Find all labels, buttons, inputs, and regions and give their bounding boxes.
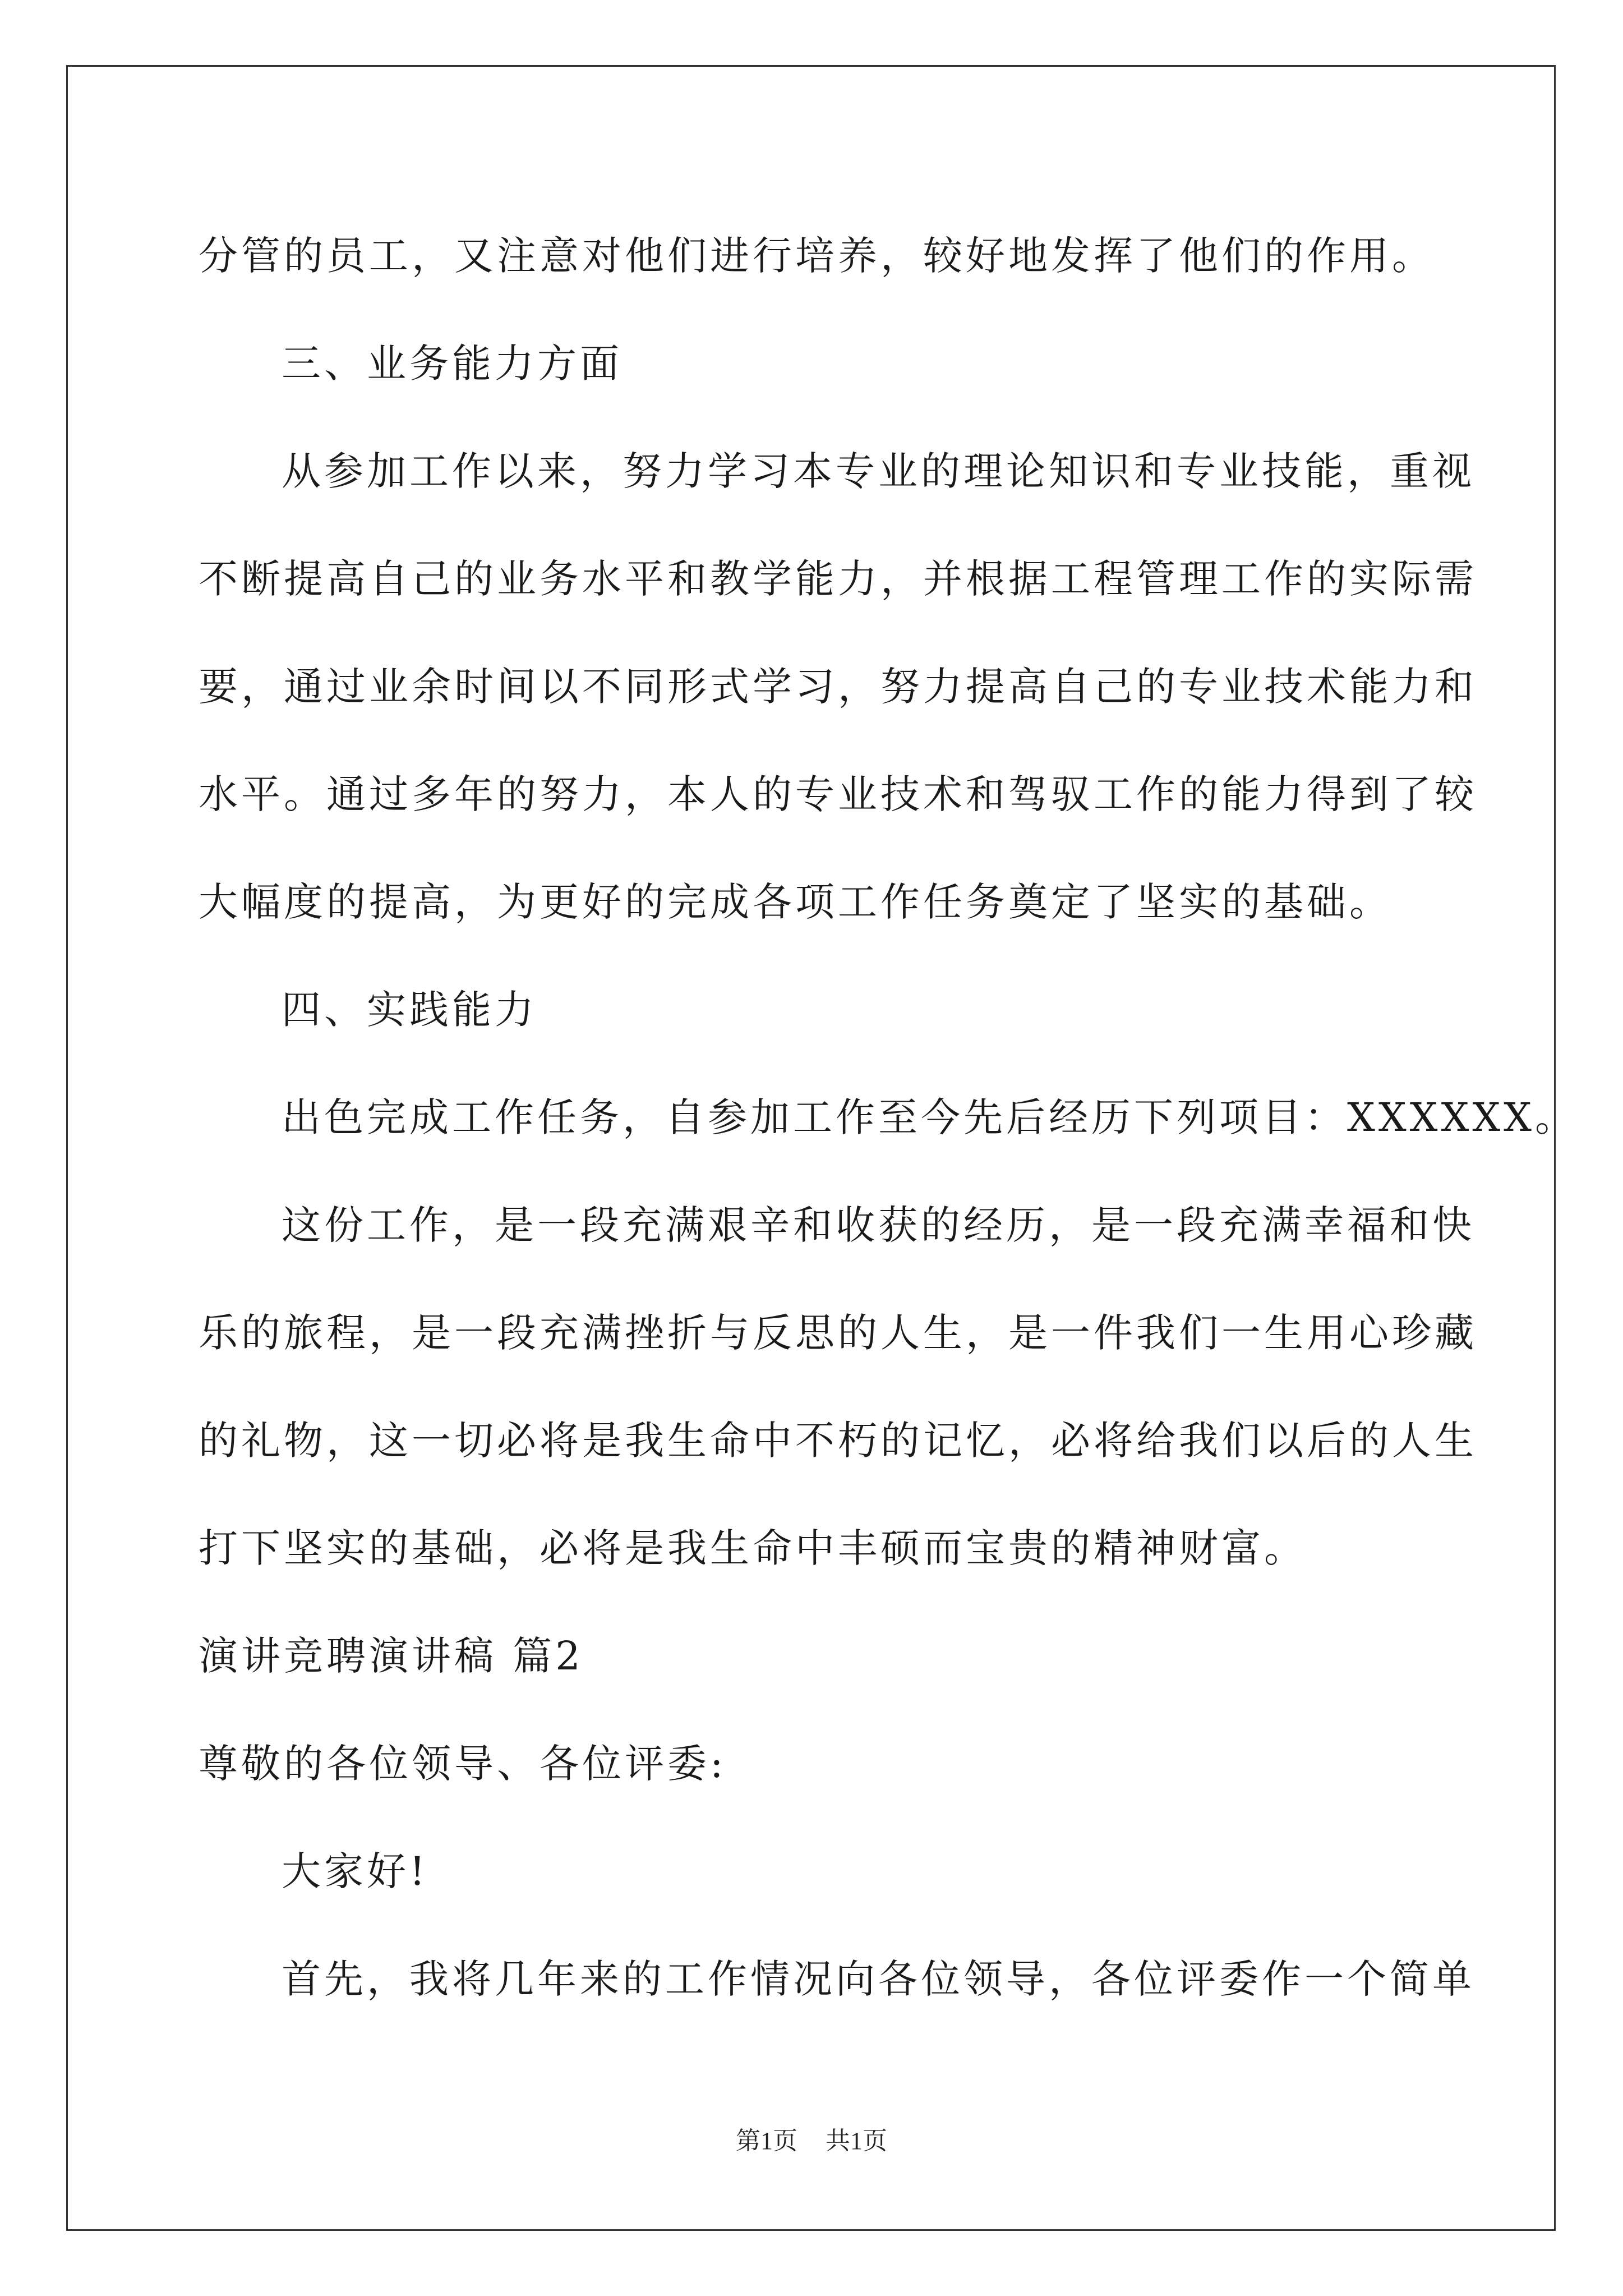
text-line: 不断提高自己的业务水平和教学能力，并根据工程管理工作的实际需	[199, 556, 1477, 602]
section-heading: 三、业务能力方面	[282, 341, 623, 386]
text-line: 分管的员工，又注意对他们进行培养，较好地发挥了他们的作用。	[199, 233, 1435, 279]
page-footer	[0, 2120, 1623, 2156]
section-heading: 四、实践能力	[282, 987, 537, 1033]
text-line: 乐的旅程，是一段充满挫折与反思的人生，是一件我们一生用心珍藏	[199, 1310, 1477, 1356]
text-line: 大幅度的提高，为更好的完成各项工作任务奠定了坚实的基础。	[199, 879, 1392, 925]
page-number: 第1页	[736, 2127, 797, 2155]
text-line: 要，通过业余时间以不同形式学习，努力提高自己的专业技术能力和	[199, 664, 1477, 710]
text-line: 首先，我将几年来的工作情况向各位领导，各位评委作一个简单	[282, 1956, 1475, 2002]
salutation: 尊敬的各位领导、各位评委:	[199, 1741, 727, 1787]
text-line: 这份工作，是一段充满艰辛和收获的经历，是一段充满幸福和快	[282, 1202, 1475, 1248]
text-line: 的礼物，这一切必将是我生命中不朽的记忆，必将给我们以后的人生	[199, 1418, 1477, 1464]
page-total: 共1页	[826, 2127, 887, 2155]
text-line: 水平。通过多年的努力，本人的专业技术和驾驭工作的能力得到了较	[199, 771, 1477, 817]
text-line: 出色完成工作任务，自参加工作至今先后经历下列项目：XXXXXX。	[282, 1094, 1578, 1140]
document-body	[199, 202, 1578, 2033]
greeting: 大家好!	[282, 1848, 429, 1894]
article-title: 演讲竞聘演讲稿 篇2	[199, 1633, 584, 1679]
text-line: 打下坚实的基础，必将是我生命中丰硕而宝贵的精神财富。	[199, 1525, 1307, 1571]
text-line: 从参加工作以来，努力学习本专业的理论知识和专业技能，重视	[282, 448, 1475, 494]
